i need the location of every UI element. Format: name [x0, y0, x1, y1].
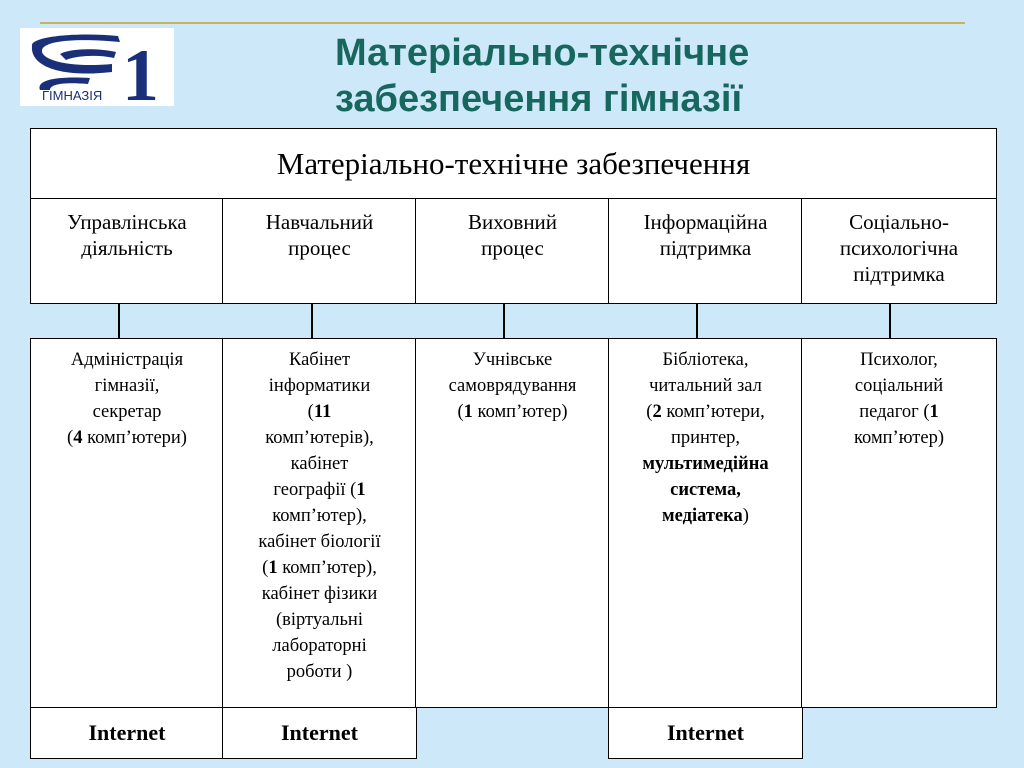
detail-text: принтер,: [670, 428, 741, 448]
connector-line: [503, 303, 505, 339]
category-label: підтримка: [659, 236, 752, 260]
detail-text: соціальний: [854, 376, 944, 396]
detail-text: кабінет: [290, 454, 349, 474]
category-label: процес: [288, 236, 351, 260]
detail-text: кабінет біології: [258, 532, 381, 552]
category-label: процес: [481, 236, 544, 260]
logo-number: 1: [122, 35, 159, 106]
detail-text: (4 комп’ютери): [67, 428, 187, 448]
detail-text: комп’ютерів),: [265, 428, 374, 448]
header-rule: [40, 22, 965, 24]
detail-text: мультимедійна: [642, 454, 769, 474]
detail-text: (11: [307, 402, 332, 422]
detail-text: (віртуальні: [276, 610, 363, 630]
detail-text: географії (1: [273, 480, 366, 500]
category-management: [30, 198, 224, 304]
internet-box: Internet: [608, 707, 803, 759]
title-line-2: забезпечення гімназії: [335, 78, 743, 120]
category-education: [222, 198, 417, 304]
internet-box: Internet: [222, 707, 417, 759]
detail-text: комп’ютер),: [272, 506, 367, 526]
title-line-1: Матеріально-технічне: [335, 32, 750, 74]
category-social: [801, 198, 997, 304]
detail-text: система,: [670, 480, 741, 500]
connector-line: [889, 303, 891, 339]
connector-line: [311, 303, 313, 339]
page-title: [335, 30, 875, 122]
detail-text: лабораторні: [272, 636, 367, 656]
detail-text: читальний зал: [649, 376, 762, 396]
gymnasium-logo: [20, 28, 174, 106]
detail-text: секретар: [92, 402, 162, 422]
category-label: психологічна: [839, 236, 959, 260]
detail-upbringing: [415, 338, 610, 708]
category-label: підтримка: [853, 262, 945, 286]
internet-box: Internet: [30, 707, 224, 759]
detail-text: Кабінет: [288, 350, 351, 370]
detail-education: [222, 338, 417, 708]
detail-text: інформатики: [268, 376, 371, 396]
detail-text: гімназії,: [94, 376, 160, 396]
detail-text: (1 комп’ютер),: [262, 558, 377, 578]
detail-text: Учнівське: [472, 350, 553, 370]
detail-text: медіатека): [662, 506, 749, 526]
detail-text: (1 комп’ютер): [457, 402, 568, 422]
category-label: Управлінська: [67, 210, 187, 234]
detail-text: комп’ютер): [854, 428, 944, 448]
category-label: Виховний: [467, 210, 558, 234]
connector-line: [118, 303, 120, 339]
detail-social: [801, 338, 997, 708]
detail-text: Психолог,: [860, 350, 938, 370]
category-label: діяльність: [81, 236, 173, 260]
category-label: Інформаційна: [643, 210, 768, 234]
detail-text: педагог (1: [859, 402, 939, 422]
connector-line: [696, 303, 698, 339]
detail-text: Адміністрація: [70, 350, 184, 370]
category-label: Соціально-: [849, 210, 949, 234]
category-information: [608, 198, 803, 304]
detail-information: [608, 338, 803, 708]
detail-text: роботи ): [286, 662, 353, 682]
category-upbringing: [415, 198, 610, 304]
detail-text: самоврядування: [448, 376, 577, 396]
detail-management: [30, 338, 224, 708]
root-box: Матеріально-технічне забезпечення: [30, 128, 997, 199]
detail-text: (2 комп’ютери,: [646, 402, 765, 422]
detail-text: Бібліотека,: [662, 350, 749, 370]
detail-text: кабінет фізики: [261, 584, 378, 604]
category-label: Навчальний: [265, 210, 374, 234]
logo-text: ГІМНАЗІЯ: [42, 88, 103, 103]
